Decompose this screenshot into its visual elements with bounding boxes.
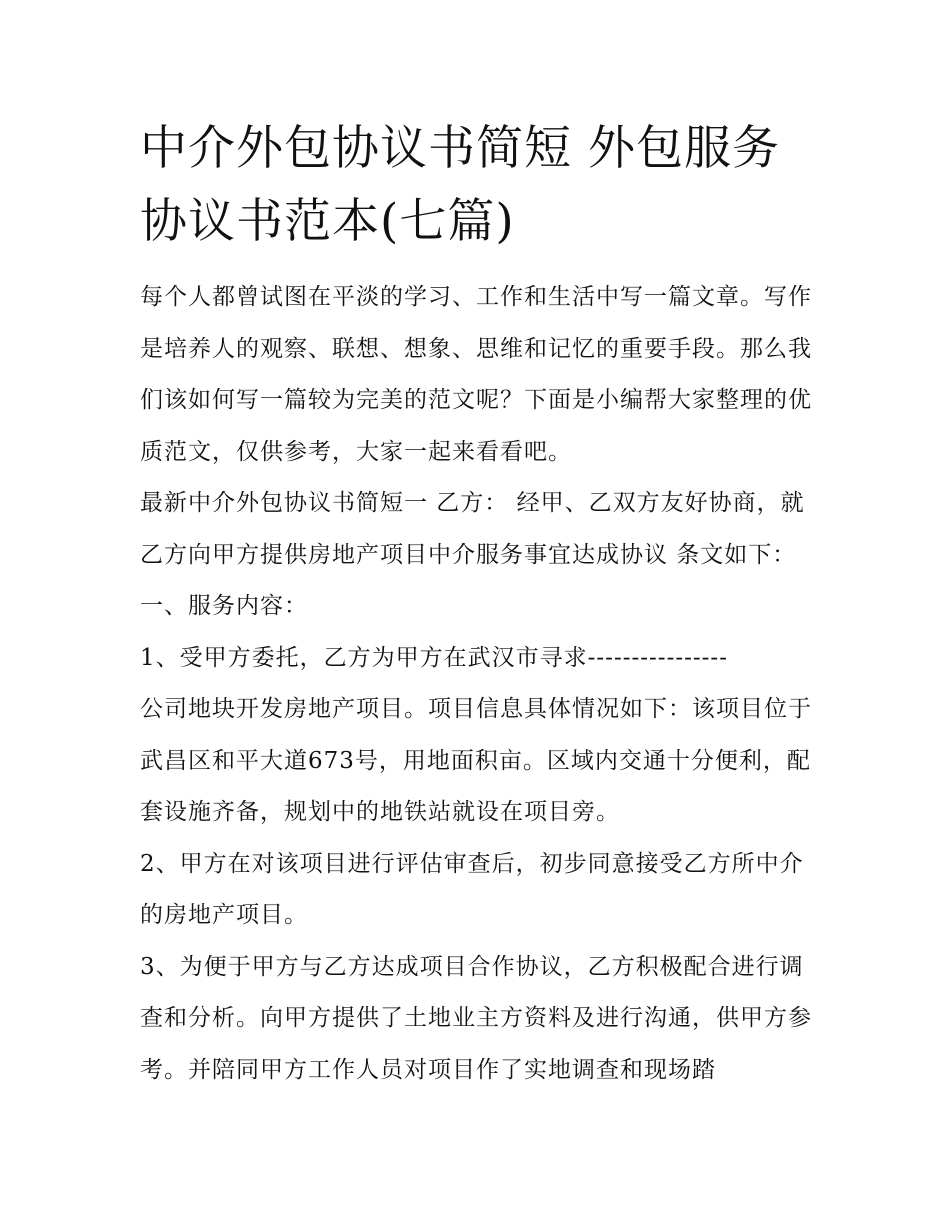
agreement-opening-paragraph: 最新中介外包协议书简短一 乙方： 经甲、乙双方友好协商，就乙方向甲方提供房地产项目中介服务事宜达成协议 条文如下： 一、服务内容： [140,490,805,619]
document-title: 中介外包协议书简短 外包服务协议书范本(七篇) [140,121,780,249]
clause-2-paragraph: 2、甲方在对该项目进行评估审查后，初步同意接受乙方所中介的房地产项目。 [140,850,804,928]
clause-1-paragraph: 1、受甲方委托，乙方为甲方在武汉市寻求---------------- [140,644,728,671]
document-content [140,112,815,1096]
clause-1-continued-paragraph: 公司地块开发房地产项目。项目信息具体情况如下：该项目位于武昌区和平大道673号，用地面积亩。区域内交通十分便利，配套设施齐备，规划中的地铁站就设在项目旁。 [140,696,812,825]
intro-paragraph: 每个人都曾试图在平淡的学习、工作和生活中写一篇文章。写作是培养人的观察、联想、想象、思维和记忆的重要手段。那么我们该如何写一篇较为完美的范文呢？下面是小编帮大家整理的优质范文，仅供参考，大家一起来看看吧。 [140,284,812,465]
clause-3-paragraph: 3、为便于甲方与乙方达成项目合作协议，乙方积极配合进行调查和分析。向甲方提供了土地业主方资料及进行沟通，供甲方参考。并陪同甲方工作人员对项目作了实地调查和现场踏 [140,953,812,1083]
